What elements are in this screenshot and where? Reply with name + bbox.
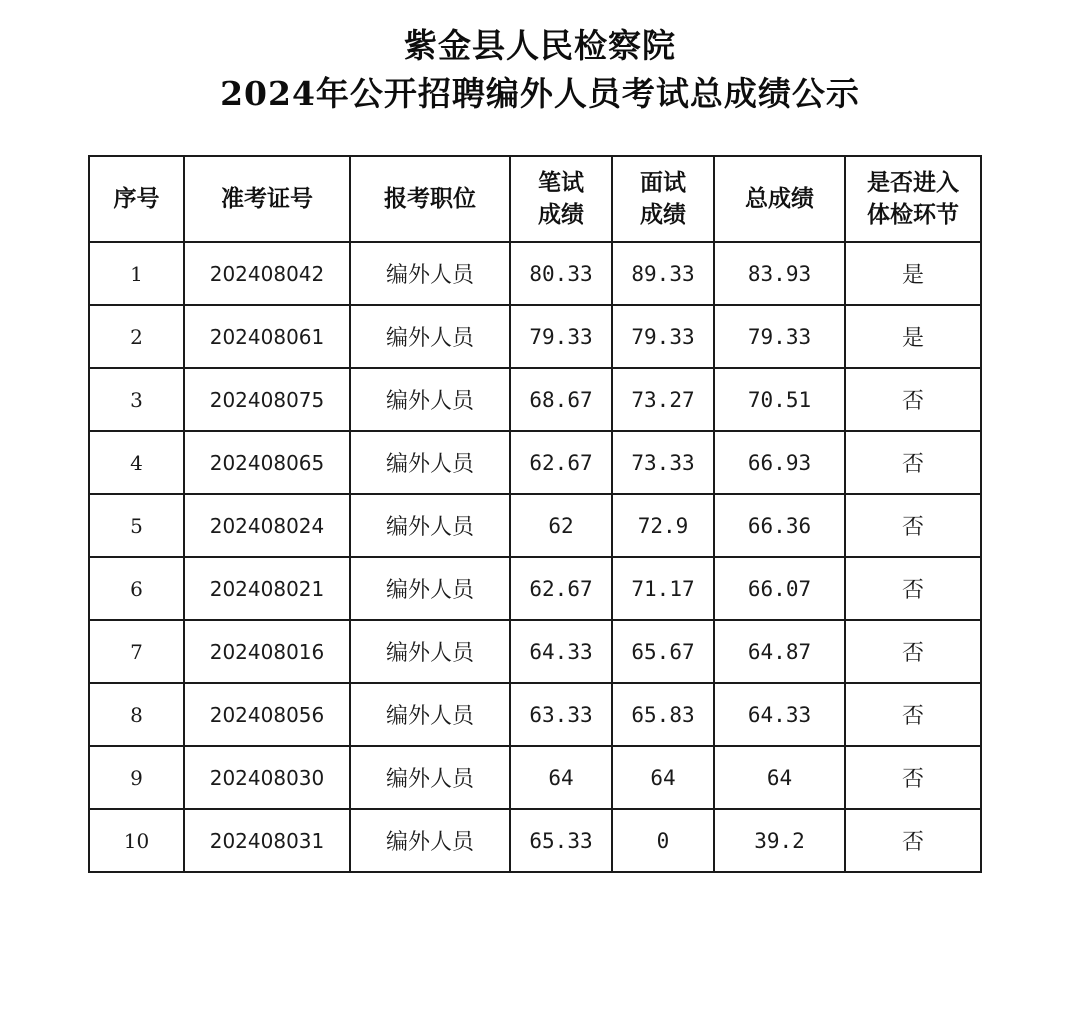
cell-seq: 5 xyxy=(89,494,184,557)
cell-written-score: 64.33 xyxy=(510,620,612,683)
cell-seq: 10 xyxy=(89,809,184,872)
header-written-score xyxy=(510,156,612,242)
cell-total-score: 39.2 xyxy=(714,809,845,872)
cell-physical-exam: 否 xyxy=(845,620,981,683)
cell-physical-exam: 否 xyxy=(845,809,981,872)
cell-physical-exam: 是 xyxy=(845,242,981,305)
table-row xyxy=(89,494,981,557)
cell-exam-id: 202408016 xyxy=(184,620,350,683)
cell-total-score: 83.93 xyxy=(714,242,845,305)
table-row xyxy=(89,557,981,620)
cell-total-score: 64 xyxy=(714,746,845,809)
document-title-organization: 紫金县人民检察院 xyxy=(404,26,676,65)
cell-seq: 8 xyxy=(89,683,184,746)
cell-position: 编外人员 xyxy=(350,368,510,431)
header-written-score-line2: 成绩 xyxy=(538,202,584,228)
cell-position: 编外人员 xyxy=(350,494,510,557)
header-seq xyxy=(89,156,184,242)
cell-physical-exam: 否 xyxy=(845,431,981,494)
header-seq-line1: 序号 xyxy=(113,186,160,212)
table-row xyxy=(89,242,981,305)
cell-exam-id: 202408065 xyxy=(184,431,350,494)
cell-total-score: 64.33 xyxy=(714,683,845,746)
header-physical-exam-line2: 体检环节 xyxy=(867,202,959,228)
header-interview-score-line1: 面试 xyxy=(640,170,686,196)
cell-exam-id: 202408031 xyxy=(184,809,350,872)
cell-written-score: 62 xyxy=(510,494,612,557)
header-exam-id xyxy=(184,156,350,242)
cell-interview-score: 64 xyxy=(612,746,714,809)
header-row xyxy=(89,156,981,242)
cell-interview-score: 89.33 xyxy=(612,242,714,305)
results-table-body xyxy=(89,242,981,872)
cell-total-score: 66.36 xyxy=(714,494,845,557)
cell-interview-score: 0 xyxy=(612,809,714,872)
cell-seq: 1 xyxy=(89,242,184,305)
header-interview-score-line2: 成绩 xyxy=(640,202,686,228)
cell-physical-exam: 否 xyxy=(845,746,981,809)
cell-position: 编外人员 xyxy=(350,746,510,809)
cell-position: 编外人员 xyxy=(350,683,510,746)
cell-physical-exam: 否 xyxy=(845,368,981,431)
cell-written-score: 65.33 xyxy=(510,809,612,872)
document-title-announcement: 2024年公开招聘编外人员考试总成绩公示 xyxy=(220,74,860,113)
header-written-score-line1: 笔试 xyxy=(538,170,584,196)
table-row xyxy=(89,620,981,683)
cell-interview-score: 73.27 xyxy=(612,368,714,431)
cell-seq: 9 xyxy=(89,746,184,809)
results-table-head xyxy=(89,156,981,242)
cell-written-score: 64 xyxy=(510,746,612,809)
cell-position: 编外人员 xyxy=(350,242,510,305)
cell-exam-id: 202408024 xyxy=(184,494,350,557)
header-position-line1: 报考职位 xyxy=(384,186,476,212)
cell-seq: 2 xyxy=(89,305,184,368)
table-row xyxy=(89,809,981,872)
cell-total-score: 66.93 xyxy=(714,431,845,494)
table-row xyxy=(89,746,981,809)
cell-interview-score: 65.83 xyxy=(612,683,714,746)
cell-position: 编外人员 xyxy=(350,431,510,494)
header-exam-id-line1: 准考证号 xyxy=(221,186,313,212)
cell-interview-score: 73.33 xyxy=(612,431,714,494)
cell-interview-score: 71.17 xyxy=(612,557,714,620)
header-total-score xyxy=(714,156,845,242)
cell-interview-score: 65.67 xyxy=(612,620,714,683)
cell-physical-exam: 否 xyxy=(845,557,981,620)
cell-exam-id: 202408075 xyxy=(184,368,350,431)
cell-written-score: 63.33 xyxy=(510,683,612,746)
document-header xyxy=(0,22,1080,118)
cell-physical-exam: 是 xyxy=(845,305,981,368)
cell-position: 编外人员 xyxy=(350,809,510,872)
cell-written-score: 62.67 xyxy=(510,431,612,494)
cell-written-score: 79.33 xyxy=(510,305,612,368)
header-interview-score xyxy=(612,156,714,242)
cell-exam-id: 202408042 xyxy=(184,242,350,305)
cell-exam-id: 202408021 xyxy=(184,557,350,620)
cell-total-score: 79.33 xyxy=(714,305,845,368)
cell-interview-score: 79.33 xyxy=(612,305,714,368)
header-position xyxy=(350,156,510,242)
cell-position: 编外人员 xyxy=(350,305,510,368)
header-total-score-line1: 总成绩 xyxy=(745,186,814,212)
table-row xyxy=(89,431,981,494)
cell-position: 编外人员 xyxy=(350,557,510,620)
cell-seq: 4 xyxy=(89,431,184,494)
table-row xyxy=(89,305,981,368)
cell-position: 编外人员 xyxy=(350,620,510,683)
cell-interview-score: 72.9 xyxy=(612,494,714,557)
header-physical-exam-line1: 是否进入 xyxy=(867,170,959,196)
cell-seq: 7 xyxy=(89,620,184,683)
results-table xyxy=(88,155,982,873)
cell-written-score: 62.67 xyxy=(510,557,612,620)
cell-written-score: 68.67 xyxy=(510,368,612,431)
cell-physical-exam: 否 xyxy=(845,494,981,557)
cell-exam-id: 202408030 xyxy=(184,746,350,809)
cell-total-score: 70.51 xyxy=(714,368,845,431)
table-row xyxy=(89,368,981,431)
cell-exam-id: 202408061 xyxy=(184,305,350,368)
cell-seq: 6 xyxy=(89,557,184,620)
header-physical-exam xyxy=(845,156,981,242)
cell-total-score: 66.07 xyxy=(714,557,845,620)
cell-written-score: 80.33 xyxy=(510,242,612,305)
cell-physical-exam: 否 xyxy=(845,683,981,746)
cell-seq: 3 xyxy=(89,368,184,431)
cell-exam-id: 202408056 xyxy=(184,683,350,746)
table-row xyxy=(89,683,981,746)
cell-total-score: 64.87 xyxy=(714,620,845,683)
